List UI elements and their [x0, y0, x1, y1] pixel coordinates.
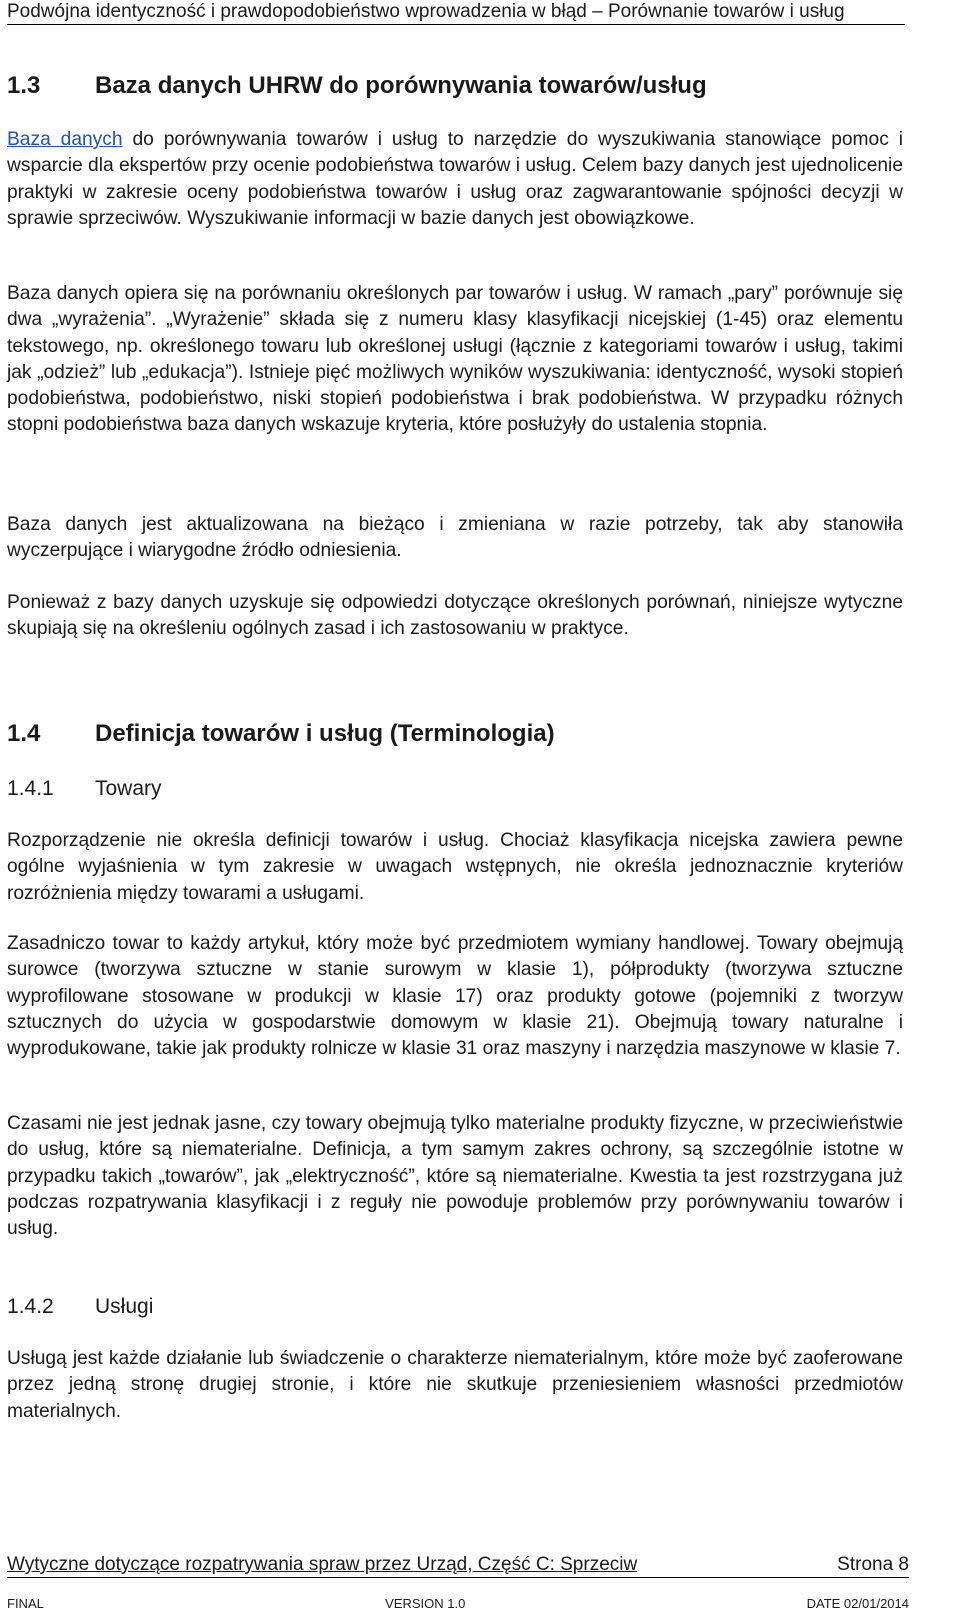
meta-status: FINAL [7, 1596, 44, 1611]
paragraph-database-pairs: Baza danych opiera się na porównaniu określonych par towarów i usług. W ramach „pary” porównuje się dwa „wyrażenia”. „Wyrażenie” składa się z numeru klasy klasyfikacji nicejskiej (1-45) oraz elementu tekstowego, np. określonego towaru lub określonej usługi (łącznie z kategoriami towarów i usług, takimi jak „odzież” lub „edukacja”). Istnieje pięć możliwych wyników wyszukiwania: identyczność, wysoki stopień podobieństwa, podobieństwo, niski stopień podobieństwa i brak podobieństwa. W przypadku różnych stopni podobieństwa baza danych wskazuje kryteria, które posłużyły do ustalenia stopnia. [7, 283, 903, 436]
running-header: Podwójna identyczność i prawdopodobieństwo wprowadzenia w błąd – Porównanie towarów i usług [7, 1, 845, 22]
section-title: Baza danych UHRW do porównywania towarów/usług [95, 72, 707, 99]
meta-version: VERSION 1.0 [385, 1596, 466, 1611]
paragraph-database-updates: Baza danych jest aktualizowana na bieżąco i zmieniana w razie potrzeby, tak aby stanowiła wyczerpujące i wiarygodne źródło odniesienia. [7, 514, 903, 562]
paragraph-services-definition: Usługą jest każde działanie lub świadczenie o charakterze niematerialnym, które może być zaoferowane przez jedną stronę drugiej stronie, i które nie skutkuje przeniesieniem własności przedmiotów materialnych. [7, 1348, 903, 1422]
section-title: Usługi [95, 1295, 154, 1318]
footer-document-title: Wytyczne dotyczące rozpatrywania spraw przez Urząd, Część C: Sprzeciw [7, 1554, 638, 1575]
section-number: 1.4.1 [7, 777, 54, 800]
header-divider [7, 24, 905, 25]
section-heading-1-4-2 [7, 1293, 153, 1321]
section-title: Towary [95, 777, 162, 800]
paragraph-database-intro [7, 127, 903, 232]
paragraph-goods-examples: Zasadniczo towar to każdy artykuł, który może być przedmiotem wymiany handlowej. Towary obejmują surowce (tworzywa sztuczne w stanie surowym w klasie 1), półprodukty (tworzywa sztuczne wyprofilowane stosowane w produkcji w klasie 17) oraz produkty gotowe (pojemniki z tworzyw sztucznych do użycia w gospodarstwie domowym w klasie 21). Obejmują towary naturalne i wyprodukowane, takie jak produkty rolnicze w klasie 31 oraz maszyny i narzędzia maszynowe w klasie 7. [7, 933, 903, 1060]
database-link[interactable]: Baza danych [7, 129, 123, 150]
footer-page-number: Strona 8 [837, 1554, 909, 1575]
section-number: 1.4.2 [7, 1295, 54, 1318]
paragraph-text: do porównywania towarów i usług to narzędzie do wyszukiwania stanowiące pomoc i wsparcie dla ekspertów przy ocenie podobieństwa towarów i usług. Celem bazy danych jest ujednolicenie praktyki w zakresie oceny podobieństwa towarów i usług oraz zagwarantowanie spójności decyzji w sprawie sprzeciwów. Wyszukiwanie informacji w bazie danych jest obowiązkowe. [7, 129, 903, 229]
paragraph-goods-intangible: Czasami nie jest jednak jasne, czy towary obejmują tylko materialne produkty fizyczne, w przeciwieństwie do usług, które są niematerialne. Definicja, a tym samym zakres ochrony, są szczególnie istotne w przypadku takich „towarów”, jak „elektryczność”, które są niematerialne. Kwestia ta jest rozstrzygana już podczas rozpatrywania klasyfikacji i z reguły nie powoduje problemów przy porównywaniu towarów i usług. [7, 1113, 903, 1240]
paragraph-guidelines-scope: Ponieważ z bazy danych uzyskuje się odpowiedzi dotyczące określonych porównań, niniejsze wytyczne skupiają się na określeniu ogólnych zasad i ich zastosowaniu w praktyce. [7, 592, 903, 640]
section-number: 1.4 [7, 720, 41, 747]
page-footer [7, 1553, 909, 1577]
document-meta [7, 1595, 909, 1613]
section-title: Definicja towarów i usług (Terminologia) [95, 720, 555, 747]
paragraph-goods-definition: Rozporządzenie nie określa definicji towarów i usług. Chociaż klasyfikacja nicejska zawiera pewne ogólne wyjaśnienia w tym zakresie w uwagach wstępnych, nie określa jednoznacznie kryteriów rozróżnienia między towarami a usługami. [7, 830, 903, 904]
meta-date: DATE 02/01/2014 [806, 1596, 909, 1611]
section-number: 1.3 [7, 72, 41, 99]
section-heading-1-4-1 [7, 775, 162, 803]
footer-divider [7, 1577, 909, 1578]
section-heading-1-3 [7, 71, 707, 101]
section-heading-1-4 [7, 719, 555, 749]
